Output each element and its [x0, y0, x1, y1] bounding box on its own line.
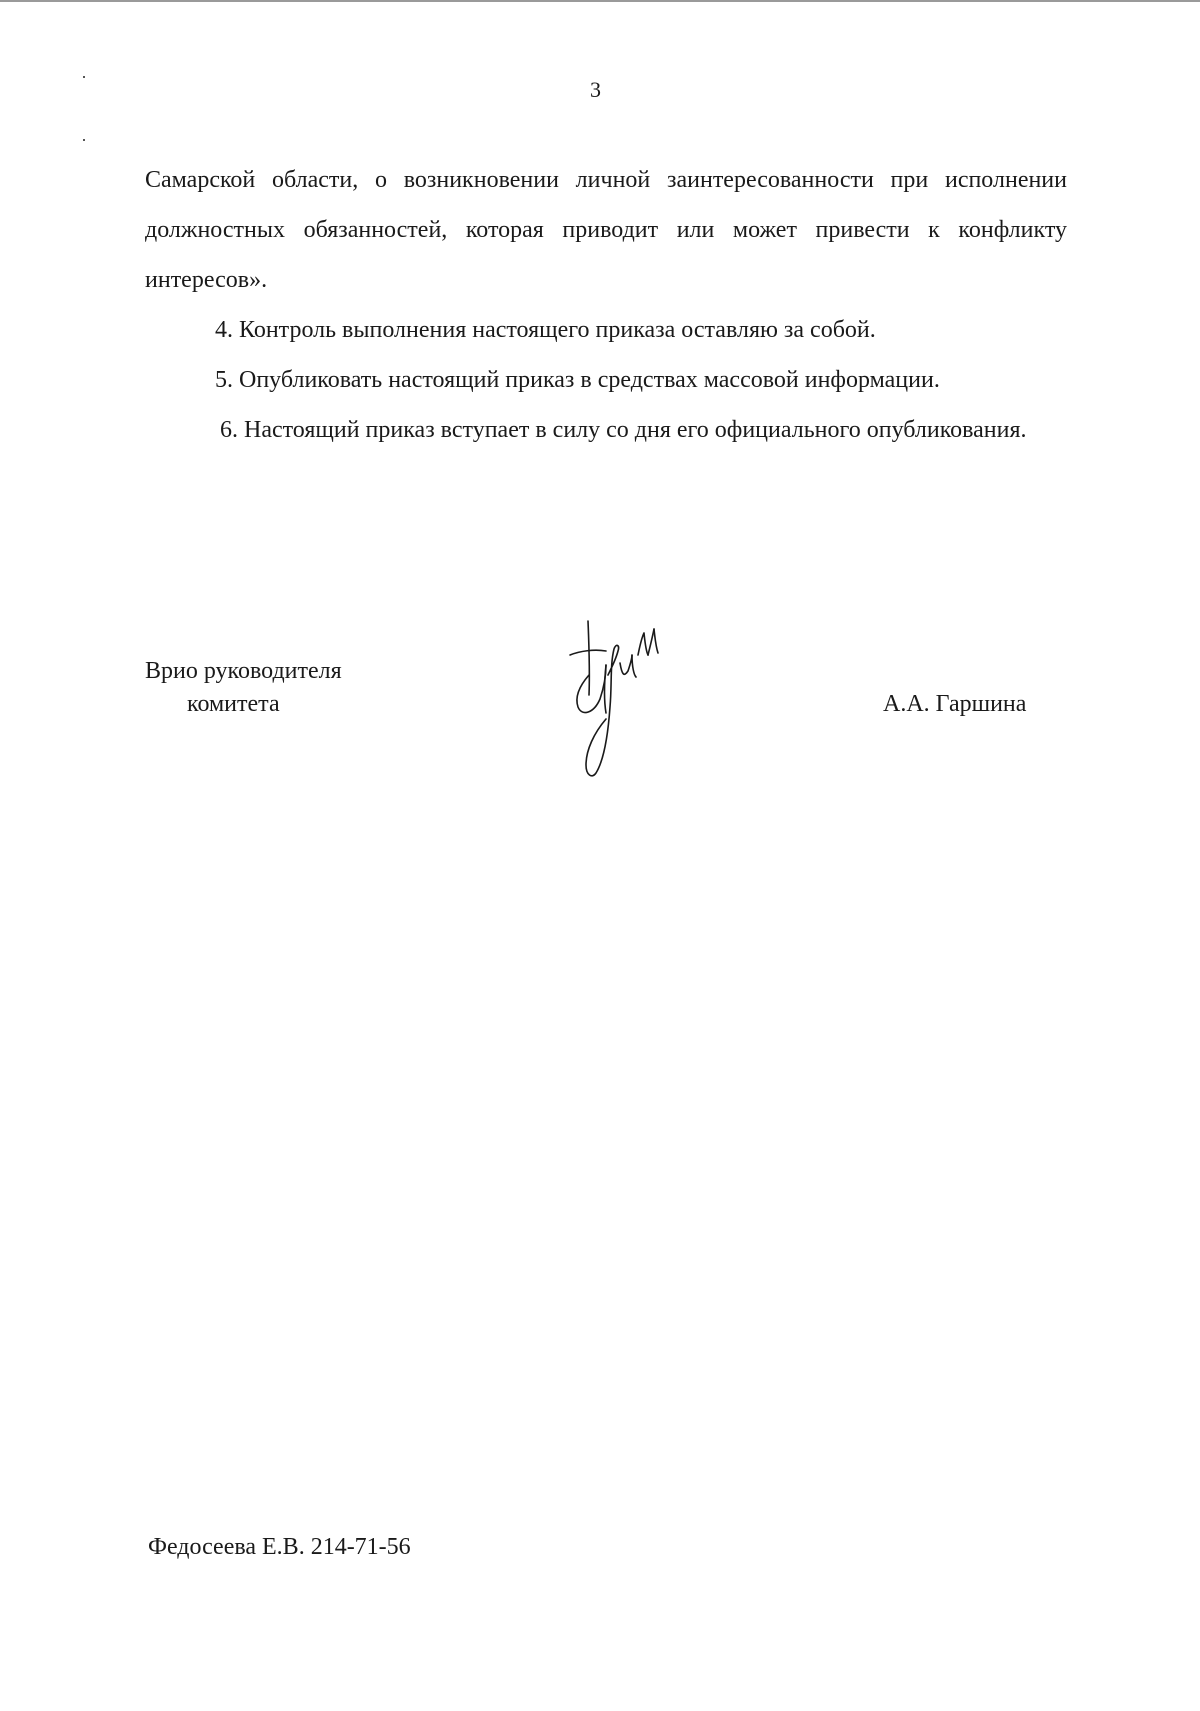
page-number: 3	[590, 77, 601, 102]
signatory-title-line-2: комитета	[187, 691, 280, 717]
scan-speck	[83, 76, 85, 78]
paragraph-item-4: 4. Контроль выполнения настоящего приказа оставляю за собой.	[215, 317, 876, 343]
page-top-edge	[0, 0, 1200, 2]
signatory-title-line-1: Врио руководителя	[145, 658, 342, 684]
handwritten-signature	[560, 615, 680, 780]
paragraph-item-6: 6. Настоящий приказ вступает в силу со дня его официального опубликования.	[220, 417, 1027, 443]
document-body	[145, 155, 1067, 455]
paragraph-continuation: Самарской области, о возникновении личной заинтересованности при исполнении должностных обязанностей, которая приводит или может привести к конфликту интересов».	[145, 167, 1067, 293]
scan-speck	[83, 139, 85, 141]
executor-contact: Федосеева Е.В. 214-71-56	[148, 1534, 411, 1560]
signatory-name: А.А. Гаршина	[883, 691, 1027, 717]
paragraph-item-5: 5. Опубликовать настоящий приказ в средствах массовой информации.	[215, 367, 940, 393]
